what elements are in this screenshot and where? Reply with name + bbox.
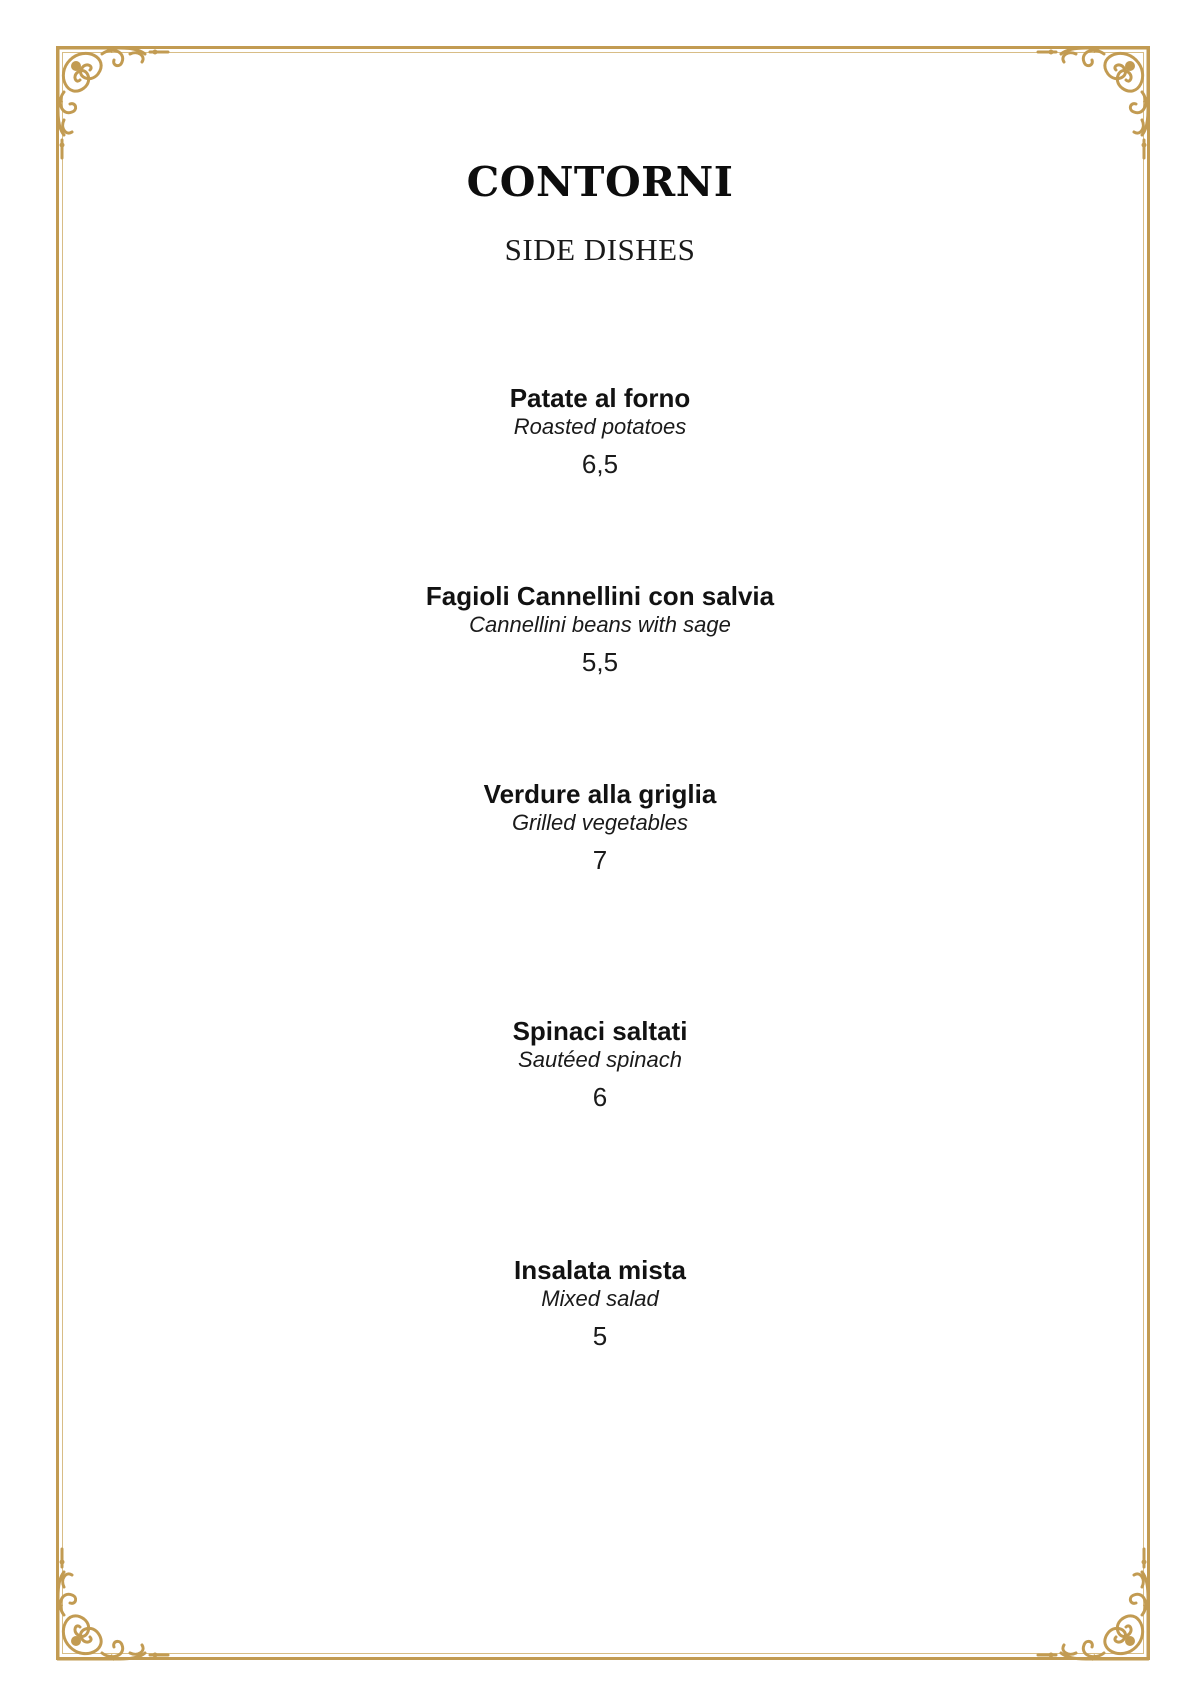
page-subtitle: SIDE DISHES [504, 232, 696, 267]
item-name: Fagioli Cannellini con salvia [425, 581, 775, 611]
menu-item [0, 581, 1200, 677]
page-title: CONTORNI [466, 158, 734, 206]
item-name: Spinaci saltati [512, 1016, 688, 1046]
menu-item [0, 383, 1200, 479]
item-description: Grilled vegetables [511, 810, 689, 835]
corner-ornament-icon [1026, 40, 1156, 170]
menu-item [0, 1255, 1200, 1351]
item-description: Mixed salad [541, 1286, 659, 1311]
item-description: Roasted potatoes [513, 414, 687, 439]
menu-item [0, 779, 1200, 875]
item-price: 5 [592, 1321, 608, 1351]
item-price: 6,5 [581, 449, 619, 479]
item-price: 6 [592, 1082, 608, 1112]
item-name: Insalata mista [514, 1255, 686, 1285]
item-price: 5,5 [581, 647, 619, 677]
corner-ornament-icon [50, 1537, 180, 1667]
corner-ornament-icon [1026, 1537, 1156, 1667]
item-description: Cannellini beans with sage [469, 612, 731, 637]
item-price: 7 [592, 845, 608, 875]
corner-ornament-icon [50, 40, 180, 170]
item-name: Patate al forno [509, 383, 691, 413]
menu-item [0, 1016, 1200, 1112]
item-description: Sautéed spinach [518, 1047, 682, 1072]
item-name: Verdure alla griglia [483, 779, 717, 809]
